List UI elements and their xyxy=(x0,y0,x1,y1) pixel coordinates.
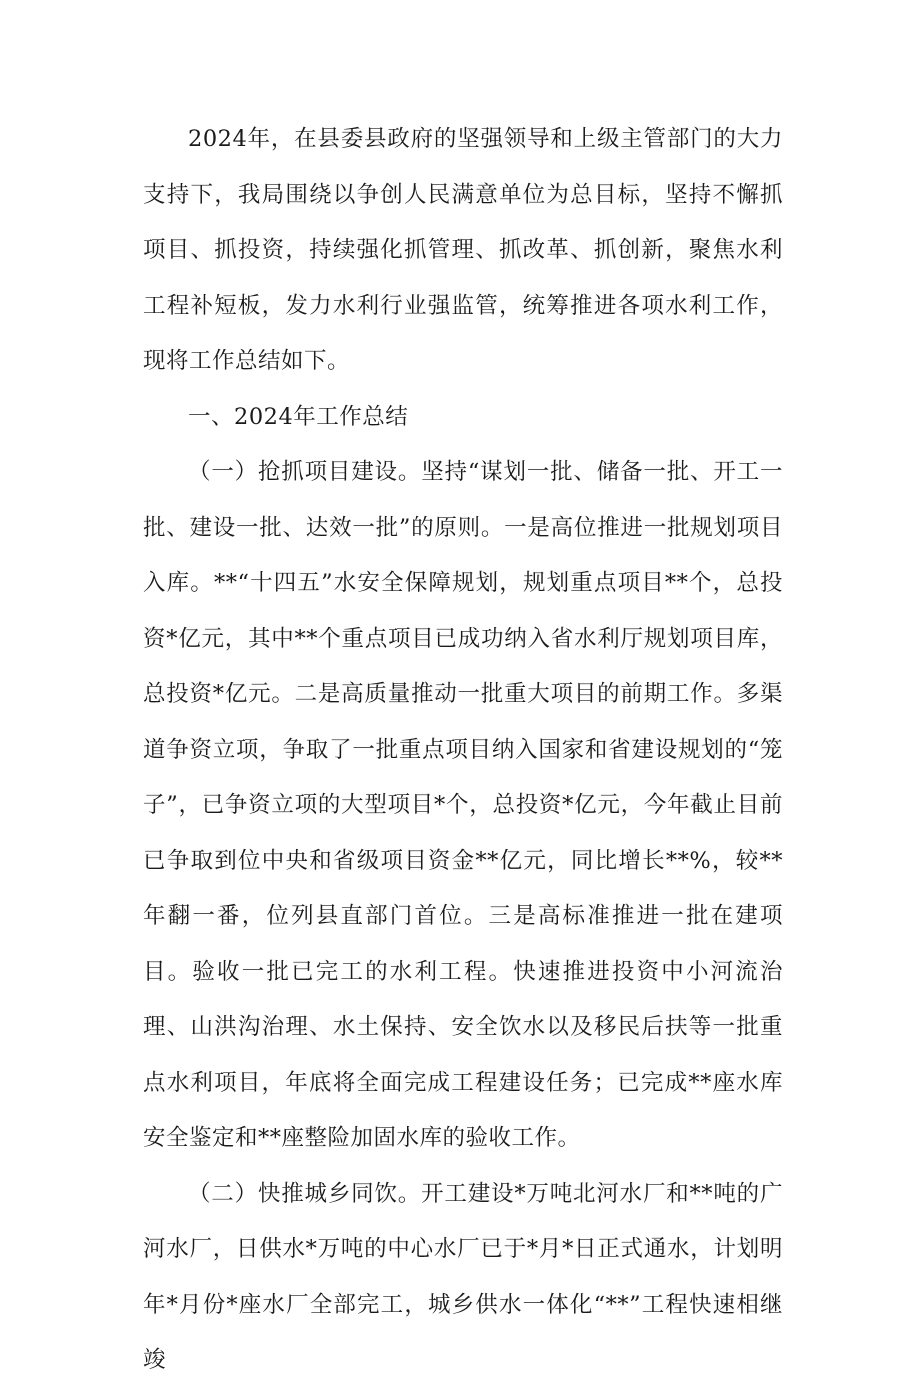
urban-rural-water-paragraph: （二）快推城乡同饮。开工建设*万吨北河水厂和**吨的广河水厂，日供水*万吨的中心水厂已于*月*日正式通水，计划明年*月份*座水厂全部完工，城乡供水一体化“**”工程快速相继竣 xyxy=(143,1180,783,1373)
project-construction-paragraph: （一）抢抓项目建设。坚持“谋划一批、储备一批、开工一批、建设一批、达效一批”的原则。一是高位推进一批规划项目入库。**“十四五”水安全保障规划，规划重点项目**个，总投资*亿元，其中**个重点项目已成功纳入省水利厅规划项目库，总投资*亿元。二是高质量推动一批重大项目的前期工作。多渠道争资立项，争取了一批重点项目纳入国家和省建设规划的“笼子”，已争资立项的大型项目*个，总投资*亿元，今年截止目前已争取到位中央和省级项目资金**亿元，同比增长**%，较**年翻一番，位列县直部门首位。三是高标准推进一批在建项目。验收一批已完工的水利工程。快速推进投资中小河流治理、山洪沟治理、水土保持、安全饮水以及移民后扶等一批重点水利项目，年底将全面完成工程建设任务；已完成**座水库安全鉴定和**座整险加固水库的验收工作。 xyxy=(143,459,783,1151)
section-heading-2024-summary: 一、2024年工作总结 xyxy=(188,403,409,430)
document-body xyxy=(143,112,783,1389)
intro-paragraph: 2024年，在县委县政府的坚强领导和上级主管部门的大力支持下，我局围绕以争创人民满意单位为总目标，坚持不懈抓项目、抓投资，持续强化抓管理、抓改革、抓创新，聚焦水利工程补短板，发力水利行业强监管，统筹推进各项水利工作，现将工作总结如下。 xyxy=(143,126,783,374)
